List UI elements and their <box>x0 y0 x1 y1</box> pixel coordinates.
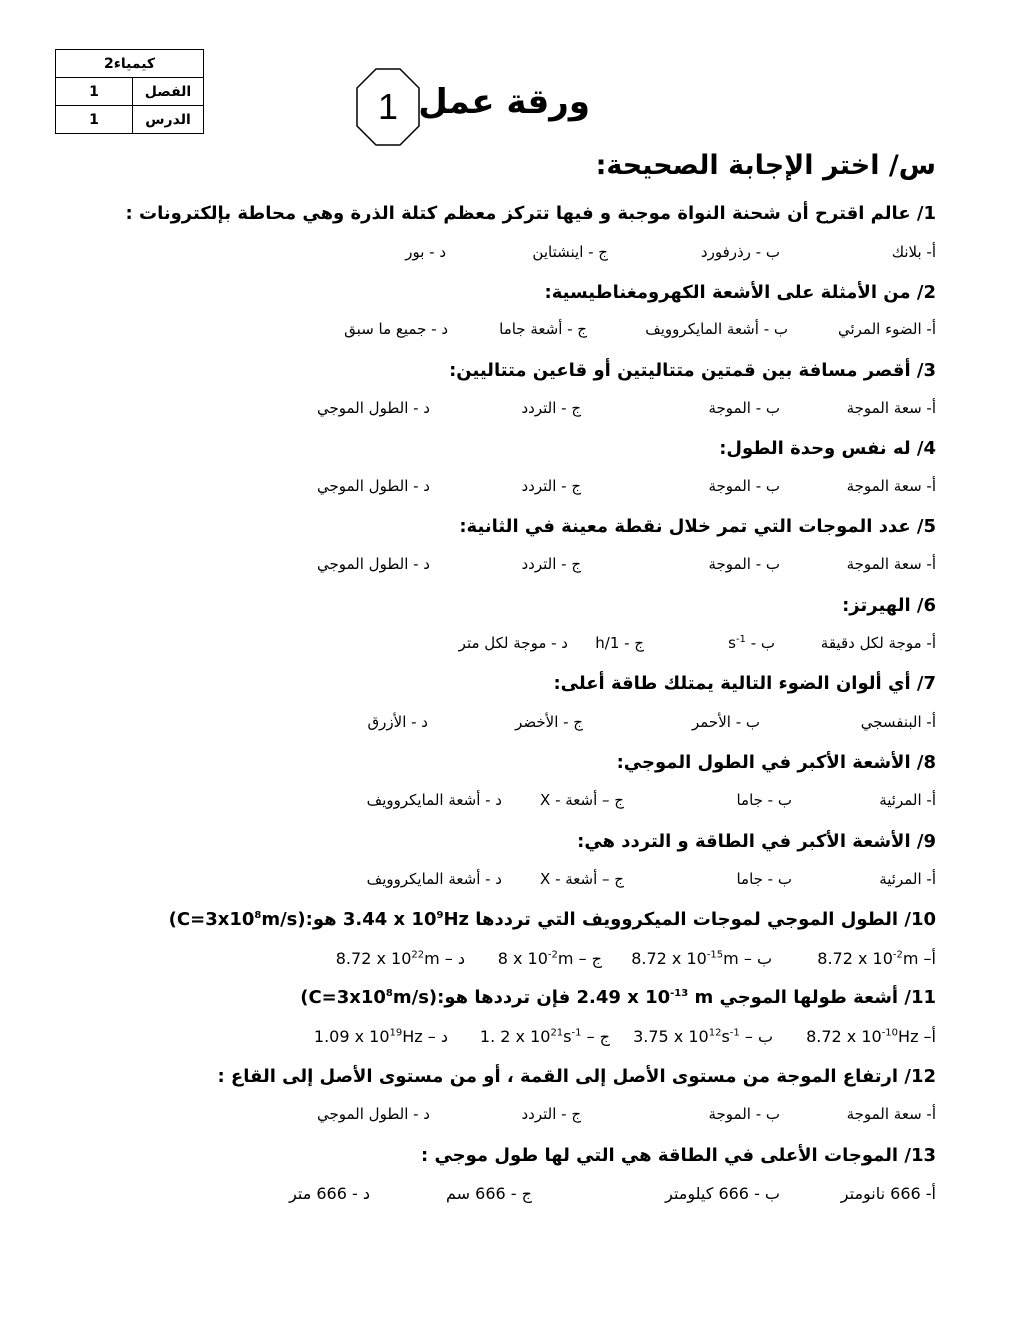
question-1: 1/ عالم اقترح أن شحنة النواة موجبة و فيها تتركز معظم كتلة الذرة وهي محاطة بإلكترونات : <box>125 203 936 224</box>
question-13: 13/ الموجات الأعلى في الطاقة هي التي لها طول موجي : <box>421 1145 936 1166</box>
q4-option-a: أ- سعة الموجة <box>846 477 936 495</box>
q6-option-b: ب - $s^{-1}$ <box>728 634 775 652</box>
q6-option-a: أ- موجة لكل دقيقة <box>820 634 936 652</box>
q10-option-d: د – 8.72 x $10^{22}m$ <box>335 949 465 968</box>
chapter-label: الفصل <box>133 78 204 106</box>
question-10: 10/ الطول الموجي لموجات الميكروويف التي ترددها 3.44 x $10^9Hz$ $هو:(C=3x10^8m/s)$ <box>168 909 936 930</box>
q1-option-d: د - بور <box>405 243 446 261</box>
q5-option-c: ج - التردد <box>521 555 581 573</box>
q4-option-d: د - الطول الموجي <box>316 477 430 495</box>
q12-option-a: أ- سعة الموجة <box>846 1105 936 1123</box>
worksheet-number: 1 <box>377 86 399 127</box>
q7-option-b: ب - الأحمر <box>691 713 760 731</box>
q8-option-d: د - أشعة المايكروويف <box>366 791 502 809</box>
q5-option-b: ب - الموجة <box>708 555 780 573</box>
q2-option-d: د - جميع ما سبق <box>344 320 448 338</box>
question-3: 3/ أقصر مسافة بين قمتين متتاليتين أو قاعين متتاليين: <box>449 360 936 381</box>
question-12: 12/ ارتفاع الموجة من مستوى الأصل إلى القمة ، أو من مستوى الأصل إلى القاع : <box>217 1066 936 1087</box>
question-8: 8/ الأشعة الأكبر في الطول الموجي: <box>616 752 936 773</box>
q8-option-c: ج – أشعة - X <box>540 791 624 809</box>
q7-option-c: ج - الأخضر <box>515 713 583 731</box>
q6-option-c: ج - 1/h <box>595 634 644 652</box>
worksheet-number-badge <box>356 68 420 146</box>
q3-option-d: د - الطول الموجي <box>316 399 430 417</box>
lesson-label: الدرس <box>133 106 204 134</box>
q10-option-c: ج – 8 x $10^{-2}m$ <box>497 949 602 968</box>
instruction-heading: س/ اختر الإجابة الصحيحة: <box>595 150 936 181</box>
lesson-value: 1 <box>56 106 133 134</box>
q4-option-c: ج - التردد <box>521 477 581 495</box>
q6-option-d: د - موجة لكل متر <box>458 634 568 652</box>
info-table <box>55 49 204 134</box>
q8-option-b: ب - جاما <box>736 791 792 809</box>
q2-option-b: ب - أشعة المايكروويف <box>645 320 788 338</box>
q12-option-c: ج - التردد <box>521 1105 581 1123</box>
q2-option-c: ج - أشعة جاما <box>499 320 587 338</box>
q11-option-d: د – 1.09 x $10^{19}Hz$ <box>313 1027 448 1046</box>
subject-cell: كيمياء2 <box>56 50 204 78</box>
q9-option-d: د - أشعة المايكروويف <box>366 870 502 888</box>
q3-option-b: ب - الموجة <box>708 399 780 417</box>
question-11: 11/ أشعة طولها الموجي 2.49 x $10^{-13}$ m فإن ترددها $هو:(C=3x10^8m/s)$ <box>300 987 936 1008</box>
q9-option-c: ج – أشعة - X <box>540 870 624 888</box>
q5-option-d: د - الطول الموجي <box>316 555 430 573</box>
question-2: 2/ من الأمثلة على الأشعة الكهرومغناطيسية: <box>544 282 936 303</box>
q7-option-d: د - الأزرق <box>367 713 428 731</box>
q13-option-d: د - 666 متر <box>289 1184 370 1203</box>
q13-option-a: أ- 666 نانومتر <box>840 1184 936 1203</box>
q1-option-c: ج - اينشتاين <box>532 243 608 261</box>
question-4: 4/ له نفس وحدة الطول: <box>719 438 936 459</box>
question-6: 6/ الهيرتز: <box>842 595 936 616</box>
q10-option-b: ب – 8.72 x $10^{-15}m$ <box>631 949 772 968</box>
q5-option-a: أ- سعة الموجة <box>846 555 936 573</box>
q3-option-c: ج - التردد <box>521 399 581 417</box>
q4-option-b: ب - الموجة <box>708 477 780 495</box>
q9-option-b: ب - جاما <box>736 870 792 888</box>
question-7: 7/ أي ألوان الضوء التالية يمتلك طاقة أعلى: <box>553 673 936 694</box>
q1-option-a: أ- بلانك <box>891 243 936 261</box>
chapter-value: 1 <box>56 78 133 106</box>
q2-option-a: أ- الضوء المرئي <box>837 320 936 338</box>
question-9: 9/ الأشعة الأكبر في الطاقة و التردد هي: <box>577 831 936 852</box>
question-5: 5/ عدد الموجات التي تمر خلال نقطة معينة في الثانية: <box>459 516 936 537</box>
q13-option-c: ج - 666 سم <box>446 1184 532 1203</box>
q10-option-a: أ– 8.72 x $10^{-2}m$ <box>817 949 936 968</box>
q7-option-a: أ- البنفسجي <box>860 713 936 731</box>
q11-option-c: ج – 1. 2 x $10^{21}s^{-1}$ <box>479 1027 610 1046</box>
q13-option-b: ب - 666 كيلومتر <box>665 1184 780 1203</box>
q12-option-b: ب - الموجة <box>708 1105 780 1123</box>
q11-option-a: أ– 8.72 x $10^{-10}Hz$ <box>806 1027 936 1046</box>
q1-option-b: ب - رذرفورد <box>700 243 780 261</box>
q11-option-b: ب – 3.75 x $10^{12}s^{-1}$ <box>633 1027 773 1046</box>
q3-option-a: أ- سعة الموجة <box>846 399 936 417</box>
worksheet-title: ورقة عمل <box>418 82 590 122</box>
q9-option-a: أ- المرئية <box>879 870 936 888</box>
q8-option-a: أ- المرئية <box>879 791 936 809</box>
q12-option-d: د - الطول الموجي <box>316 1105 430 1123</box>
